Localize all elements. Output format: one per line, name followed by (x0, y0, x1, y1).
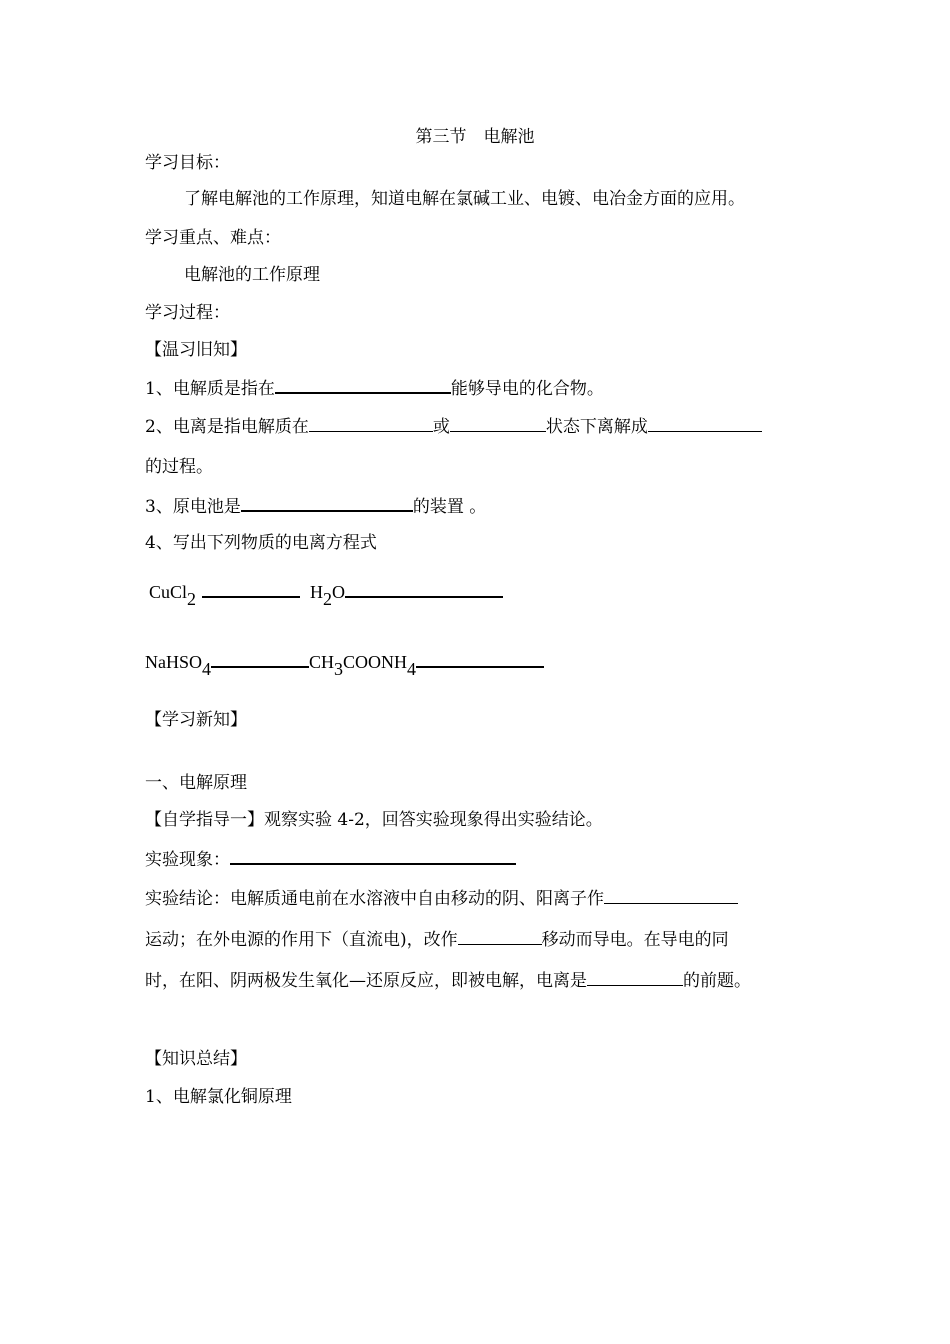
key-points-heading: 学习重点、难点： (145, 228, 281, 248)
summary-heading: 【知识总结】 (145, 1049, 247, 1069)
phenomenon-blank[interactable] (230, 847, 516, 865)
q3-blank[interactable] (241, 494, 413, 512)
review-question-3 (145, 494, 486, 518)
phenomenon-label: 实验现象： (145, 850, 230, 870)
h2o-blank[interactable] (345, 580, 503, 598)
review-heading: 【温习旧知】 (145, 340, 247, 360)
q3-text-a: 3、原电池是 (145, 497, 241, 517)
conclusion-text-a: 实验结论：电解质通电前在水溶液中自由移动的阴、阳离子作 (145, 889, 604, 909)
formula-row-2 (145, 650, 544, 679)
new-knowledge-heading: 【学习新知】 (145, 710, 247, 730)
review-question-1 (145, 376, 604, 400)
section-electrolysis-principle: 一、电解原理 (145, 773, 247, 793)
formula-nahso4: NaHSO4 (145, 652, 211, 679)
conclusion-blank-2[interactable] (458, 928, 542, 945)
cucl2-blank[interactable] (202, 580, 300, 598)
q2-text-c: 状态下离解成 (545, 417, 648, 437)
formula-ch3coonh4: CH3COONH4 (309, 652, 417, 679)
goals-text: 了解电解池的工作原理，知道电解在氯碱工业、电镀、电冶金方面的应用。 (184, 189, 745, 209)
q2-blank-2[interactable] (450, 415, 546, 432)
q2-text-b: 或 (432, 417, 450, 437)
formula-row-1 (149, 580, 503, 609)
formula-cucl2: CuCl2 (149, 582, 197, 609)
conclusion-text-c: 移动而导电。在导电的同 (541, 930, 729, 950)
conclusion-blank-3[interactable] (587, 969, 683, 986)
review-question-2-cont: 的过程。 (145, 457, 213, 477)
review-question-4: 4、写出下列物质的电离方程式 (145, 533, 377, 553)
conclusion-line-2 (145, 928, 729, 951)
conclusion-text-e: 的前题。 (683, 971, 751, 991)
review-question-2 (145, 415, 762, 438)
self-study-guide: 【自学指导一】观察实验 4-2，回答实验现象得出实验结论。 (145, 810, 603, 830)
q2-text-a: 2、电离是指电解质在 (145, 417, 309, 437)
formula-h2o: H2O (310, 582, 346, 609)
goals-heading: 学习目标： (145, 153, 230, 173)
nahso4-blank[interactable] (211, 650, 309, 668)
key-points-text: 电解池的工作原理 (184, 265, 320, 285)
page-title: 第三节 电解池 (415, 127, 535, 147)
process-heading: 学习过程： (145, 303, 230, 323)
q1-blank[interactable] (275, 376, 451, 394)
conclusion-line-3 (145, 969, 751, 992)
q3-text-b: 的装置 。 (412, 497, 487, 517)
conclusion-text-d: 时，在阳、阴两极发生氧化—还原反应，即被电解，电离是 (145, 971, 587, 991)
q1-text-b: 能够导电的化合物。 (450, 379, 604, 399)
q1-text-a: 1、电解质是指在 (145, 379, 275, 399)
summary-item-1: 1、电解氯化铜原理 (145, 1087, 292, 1107)
conclusion-line-1 (145, 887, 738, 910)
q2-blank-1[interactable] (309, 415, 433, 432)
conclusion-blank-1[interactable] (604, 887, 738, 904)
q2-blank-3[interactable] (648, 415, 762, 432)
ch3coonh4-blank[interactable] (416, 650, 544, 668)
phenomenon-line (145, 847, 516, 871)
conclusion-text-b: 运动；在外电源的作用下（直流电)，改作 (145, 930, 458, 950)
